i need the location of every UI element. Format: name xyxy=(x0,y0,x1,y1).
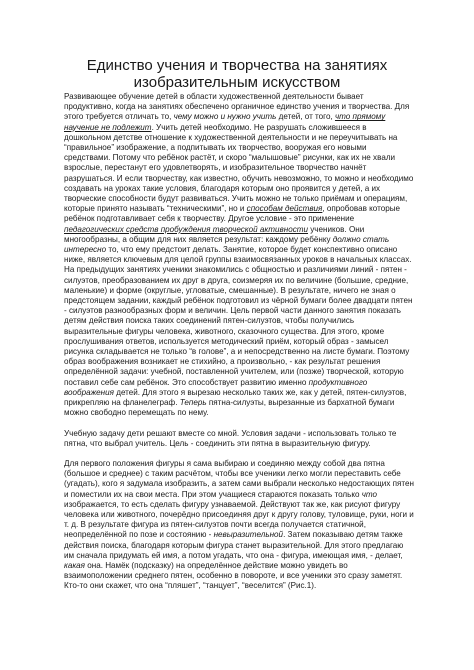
text-run: детей. Для этого я вырезаю несколько таких же, как у детей, пятен-силуэтов, прикрепляю на фланелеграф. xyxy=(64,387,407,408)
paragraph-3 xyxy=(64,459,414,592)
italic-text: продуктивного воображения xyxy=(64,377,368,397)
text-run: Для первого положения фигуры я сама выбираю и соединяю между собой два пятна (большое и среднее) с таким расчётом, чтобы все ученики легко могли переставить себе (угадать), кого я задумала изобразить, а затем сами выбрали несколько недостающих пятен и поместили их на свои места. При этом учащиеся стараются показать только xyxy=(64,458,414,499)
paragraph-1 xyxy=(64,92,414,419)
text-run: Развивающее обучение детей в области художественной деятельности бывает продуктивно, когда на занятиях обеспечено органичное единство учения и творчества. Для этого требуется отличать то, xyxy=(64,92,410,122)
text-run: Учебную задачу дети решают вместе со мной. Условия задачи - использовать только те пятна, что выбрал учитель. Цель - соединить эти пятна в выразительную фигуру. xyxy=(64,428,397,448)
text-run: изображается, то есть сделать фигуру узнаваемой. Действуют так же, как рисуют фигуру человека или животного, почерёдно присоединяя друг к другу голову, туловище, руки, ноги и т. д. В результате фигура из пятен-силуэтов почти всегда получается статичной, неопределённой по позе и состоянию - xyxy=(64,499,414,540)
text-run: детей, от того, xyxy=(276,112,335,122)
italic-underlined-text: что прямому научение не подлежит xyxy=(64,112,386,132)
italic-text: какая xyxy=(64,560,85,570)
title-line-1: Единство учения и творчества на занятиях xyxy=(86,57,388,74)
italic-text: невыразительной xyxy=(213,530,284,540)
italic-text: что xyxy=(361,489,378,499)
italic-text: должно стать интересно xyxy=(64,234,390,255)
text-run: она. Намёк (подсказку) на определённое действие можно увидеть во взаимоположении среднего пятен, особенно в повороте, и все ученики это сразу заметят. Кто-то они скажет, что она “пляшет”, “танцует”, “веселится” (Рис.1). xyxy=(64,560,403,591)
italic-underlined-text: педагогических средств пробуждения творческой активности xyxy=(64,224,309,234)
text-run: . Учить детей необходимо. Не разрушать сложившееся в дошкольном детстве отношение к художественной деятельности и не переучитывать на “правильное” изображение, а подпитывать их творчество, вооружая его новыми средствами. Потому что ребёнок растёт, и скоро “малышовые” рисунки, как их не хвали взрослые, перестанут его удовлетворять, и изобразительное творчество начнёт разрушаться. И если творчеству, как известно, обучить невозможно, то можно и необходимо создавать на уроках такие условия, благодаря которым оно проявится у детей, а их творческие способности будут развиваться. Учить можно не только приёмам и операциям, которые принято называть “техническими”, но и xyxy=(64,122,414,214)
text-run: то, что ему предстоит делать. Занятие, которое будет конспективно описано ниже, является ключевым для целой группы взаимосвязанных уроков в начальных классах. На предыдущих занятиях ученики знакомились с общностью и различиями линий - пятен - силуэтов, преобразованием их друг в друга, соизмеряя их по величине (большие, средние, маленькие) и форме (округлые, угловатые, смешанные). В результате, ничего не зная о предстоящем задании, каждый ребёнок подготовил из чёрной бумаги более двадцати пятен - силуэтов разнообразных форм и величин. Цель первой части данного занятия показать детям действия поиска таких соединений пятен-силуэтов, чтобы получились выразительные фигуры человека, животного, сказочного существа. Для этого, кроме прослушивания ответов, используется методический приём, который образ - замысел рисунка складывается не только “в голове”, а и непосредственно на листе бумаги. Поэтому образ воображения возникает не стихийно, а произвольно, - как результат решения определённой задачи: учебной, поставленной учителем, или (позже) творческой, которую поставил себе сам ребёнок. Это способствует развитию именно xyxy=(64,245,413,387)
document-title xyxy=(60,57,414,91)
document-body xyxy=(64,92,414,592)
text-run: пятна-силуэты, вырезанные из бархатной бумаги можно свободно перемещать по нему. xyxy=(64,398,395,418)
text-run: , опробовав которые ребёнок подготавливает себя к творчеству. Другое условие - это применение xyxy=(64,204,401,224)
paragraph-2 xyxy=(64,429,414,449)
text-run: . Затем показываю детям также действия поиска, благодаря которым фигура станет выразительной. Для этого предлагаю им сначала придумать ей имя, а потом угадать, что она - фигура, имеющая имя, - делает, xyxy=(64,530,404,560)
italic-underlined-text: способам действия xyxy=(246,204,323,214)
title-line-2: изобразительным искусством xyxy=(133,74,341,91)
italic-text: чему можно и нужно учить xyxy=(173,112,277,122)
text-run: учеников. Они многообразны, а общим для них является результат: каждому ребёнку xyxy=(64,224,365,244)
italic-text: Теперь xyxy=(179,398,207,408)
